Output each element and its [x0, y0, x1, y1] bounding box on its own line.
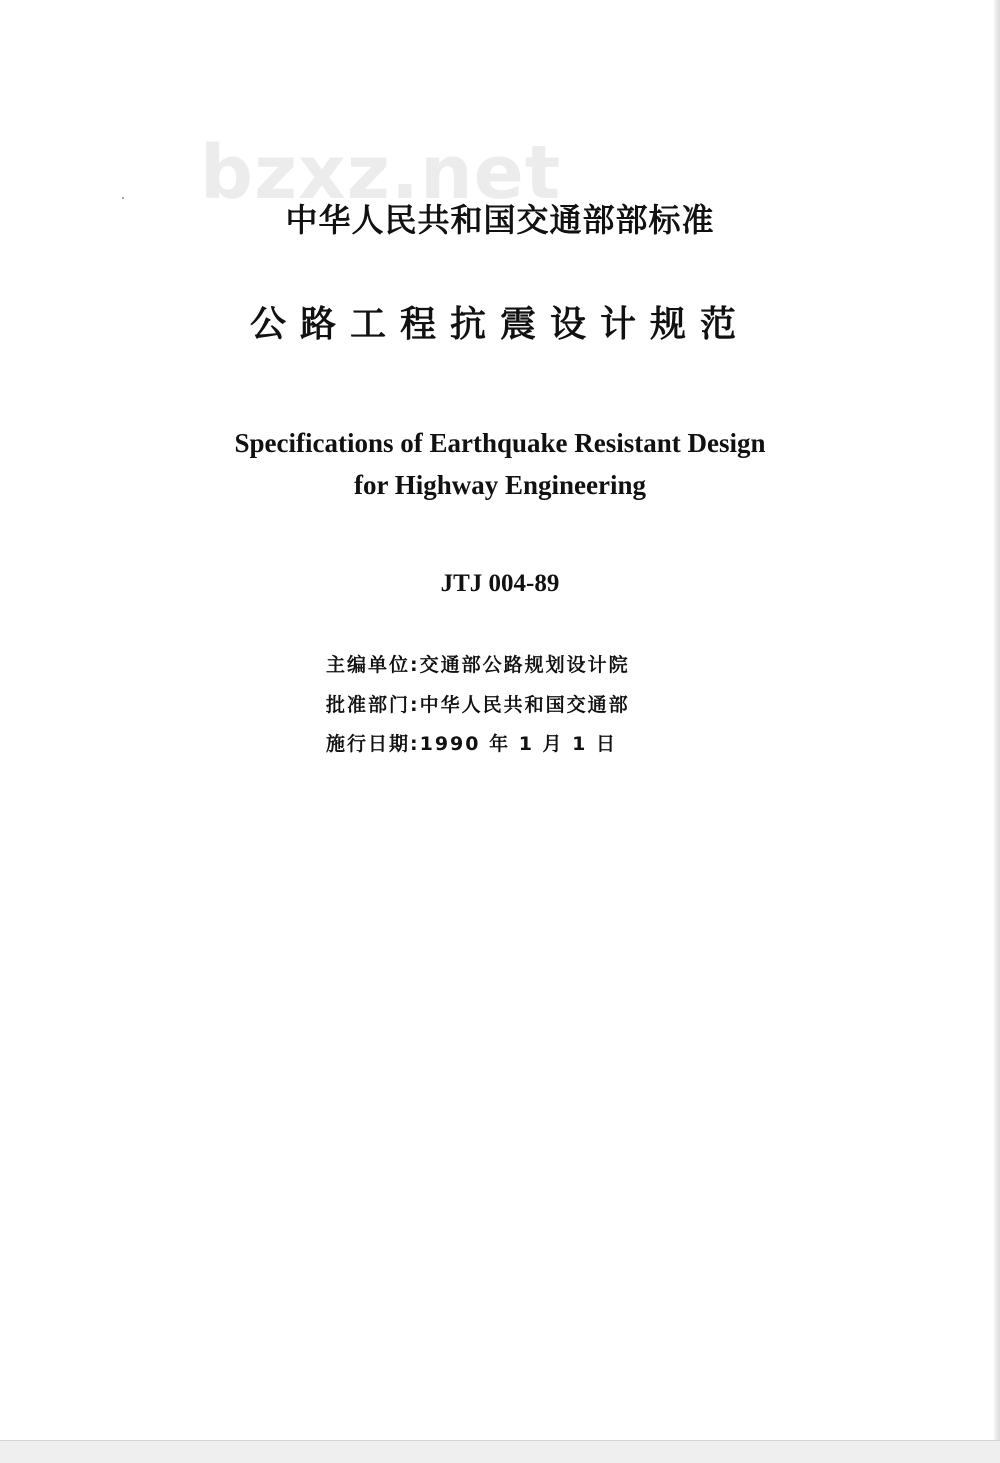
standard-code: JTJ 004-89 — [440, 570, 560, 597]
page-edge-shadow — [994, 0, 1000, 1440]
english-title-line-2: for Highway Engineering — [353, 470, 647, 500]
chinese-title: 公路工程抗震设计规范 — [249, 304, 750, 345]
approving-department: 批准部门:中华人民共和国交通部 — [326, 694, 630, 716]
watermark-text: bzxz.net — [200, 130, 562, 216]
issuer-header: 中华人民共和国交通部部标准 — [285, 201, 715, 239]
effective-date: 施行日期:1990 年 1 月 1 日 — [326, 733, 617, 755]
english-title-line-1: Specifications of Earthquake Resistant Design — [234, 428, 766, 458]
scan-speck — [122, 197, 124, 199]
editor-unit: 主编单位:交通部公路规划设计院 — [326, 654, 630, 676]
bottom-scan-strip — [0, 1440, 1000, 1463]
